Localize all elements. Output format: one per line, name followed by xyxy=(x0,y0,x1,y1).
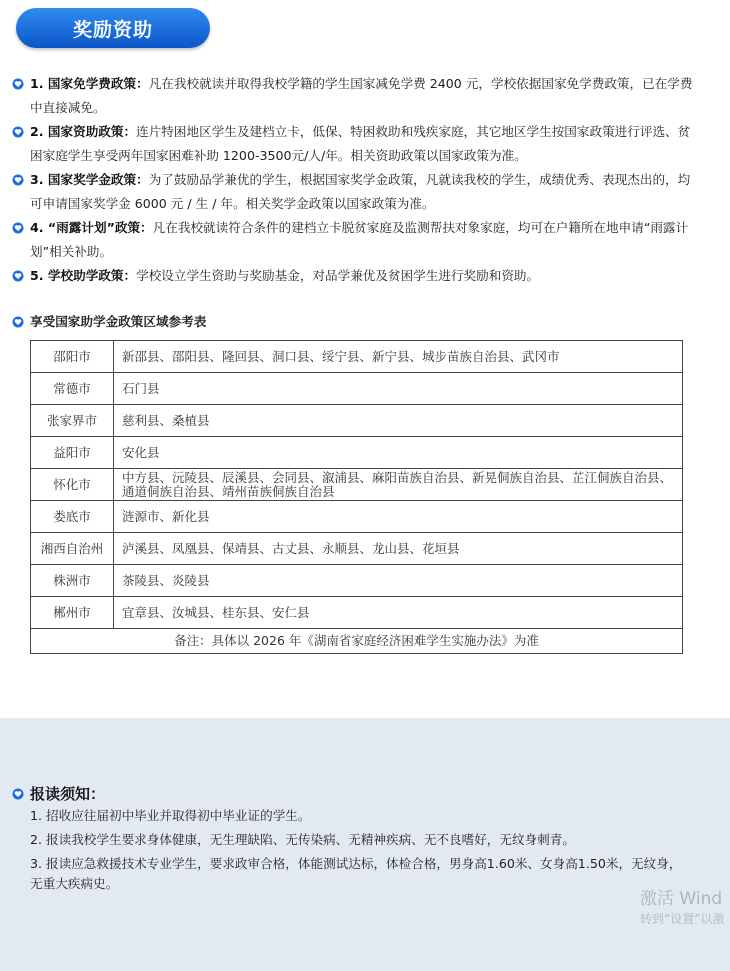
policy-list xyxy=(12,72,702,288)
city-cell: 郴州市 xyxy=(31,597,114,629)
os-activation-watermark xyxy=(640,888,724,928)
table-note-row xyxy=(31,629,683,654)
policy-text: 为了鼓励品学兼优的学生，根据国家奖学金政策，凡就读我校的学生，成绩优秀、表现杰出的，均可申请国家奖学金 6000 元 / 生 / 年。相关奖学金政策以国家政策为准。 xyxy=(30,172,691,211)
table-row xyxy=(31,501,683,533)
policy-label: 2. 国家资助政策： xyxy=(30,124,137,139)
notice-item: 3. 报读应急救援技术专业学生，要求政审合格，体能测试达标，体检合格，男身高1.60米、女身高1.50米，无纹身，无重大疾病史。 xyxy=(30,856,682,891)
notice-title-text: 报读须知： xyxy=(30,785,106,803)
policy-text: 凡在我校就读符合条件的建档立卡脱贫家庭及监测帮扶对象家庭，均可在户籍所在地申请“雨露计划”相关补助。 xyxy=(30,220,689,259)
policy-item xyxy=(12,216,702,264)
policy-item xyxy=(12,72,702,120)
table-row xyxy=(31,437,683,469)
city-cell: 邵阳市 xyxy=(31,341,114,373)
policy-item xyxy=(12,168,702,216)
policy-item xyxy=(12,120,702,168)
city-cell: 株洲市 xyxy=(31,565,114,597)
policy-text: 凡在我校就读并取得我校学籍的学生国家减免学费 2400 元，学校依据国家免学费政策，已在学费中直接减免。 xyxy=(30,76,693,115)
policy-text: 学校设立学生资助与奖励基金，对品学兼优及贫困学生进行奖励和资助。 xyxy=(136,268,540,283)
counties-cell: 石门县 xyxy=(114,373,683,405)
counties-cell: 泸溪县、凤凰县、保靖县、古丈县、永顺县、龙山县、花垣县 xyxy=(114,533,683,565)
shield-heart-icon xyxy=(12,126,24,138)
table-note: 备注：具体以 2026 年《湖南省家庭经济困难学生实施办法》为准 xyxy=(31,629,683,654)
city-cell: 张家界市 xyxy=(31,405,114,437)
shield-heart-icon xyxy=(12,78,24,90)
table-row xyxy=(31,405,683,437)
city-cell: 怀化市 xyxy=(31,469,114,501)
city-cell: 娄底市 xyxy=(31,501,114,533)
table-row xyxy=(31,533,683,565)
region-table xyxy=(30,340,683,654)
notice-item: 1. 招收应往届初中毕业并取得初中毕业证的学生。 xyxy=(30,808,311,823)
city-cell: 益阳市 xyxy=(31,437,114,469)
counties-cell: 宜章县、汝城县、桂东县、安仁县 xyxy=(114,597,683,629)
table-row xyxy=(31,341,683,373)
shield-heart-icon xyxy=(12,316,24,328)
shield-heart-icon xyxy=(12,222,24,234)
table-row xyxy=(31,597,683,629)
policy-text: 连片特困地区学生及建档立卡，低保、特困救助和残疾家庭，其它地区学生按国家政策进行评选、贫困家庭学生享受两年国家困难补助 1200-3500元/人/年。相关资助政策以国家政策为准。 xyxy=(30,124,691,163)
city-cell: 常德市 xyxy=(31,373,114,405)
policy-label: 4. “雨露计划”政策： xyxy=(30,220,153,235)
policy-label: 3. 国家奖学金政策： xyxy=(30,172,149,187)
region-table-title xyxy=(12,312,206,332)
region-table-title-text: 享受国家助学金政策区域参考表 xyxy=(30,314,207,329)
watermark-line-2: 转到“设置”以激 xyxy=(640,912,725,926)
counties-cell: 安化县 xyxy=(114,437,683,469)
counties-cell: 慈利县、桑植县 xyxy=(114,405,683,437)
notice-title xyxy=(12,784,105,804)
counties-cell: 茶陵县、炎陵县 xyxy=(114,565,683,597)
watermark-line-1: 激活 Wind xyxy=(640,889,723,909)
policy-label: 5. 学校助学政策： xyxy=(30,268,137,283)
table-row xyxy=(31,565,683,597)
table-row xyxy=(31,469,683,501)
shield-heart-icon xyxy=(12,788,24,800)
counties-cell: 新邵县、邵阳县、隆回县、洞口县、绥宁县、新宁县、城步苗族自治县、武冈市 xyxy=(114,341,683,373)
notice-item: 2. 报读我校学生要求身体健康，无生理缺陷、无传染病、无精神疾病、无不良嗜好，无纹身刺青。 xyxy=(30,832,575,847)
city-cell: 湘西自治州 xyxy=(31,533,114,565)
page-title: 奖励资助 xyxy=(72,18,153,41)
section-header-pill xyxy=(16,8,210,48)
shield-heart-icon xyxy=(12,270,24,282)
notice-list xyxy=(30,806,690,898)
shield-heart-icon xyxy=(12,174,24,186)
counties-cell: 中方县、沅陵县、辰溪县、会同县、溆浦县、麻阳苗族自治县、新晃侗族自治县、芷江侗族自治县、通道侗族自治县、靖州苗族侗族自治县 xyxy=(114,469,683,501)
policy-label: 1. 国家免学费政策： xyxy=(30,76,149,91)
counties-cell: 涟源市、新化县 xyxy=(114,501,683,533)
table-row xyxy=(31,373,683,405)
policy-item xyxy=(12,264,702,288)
